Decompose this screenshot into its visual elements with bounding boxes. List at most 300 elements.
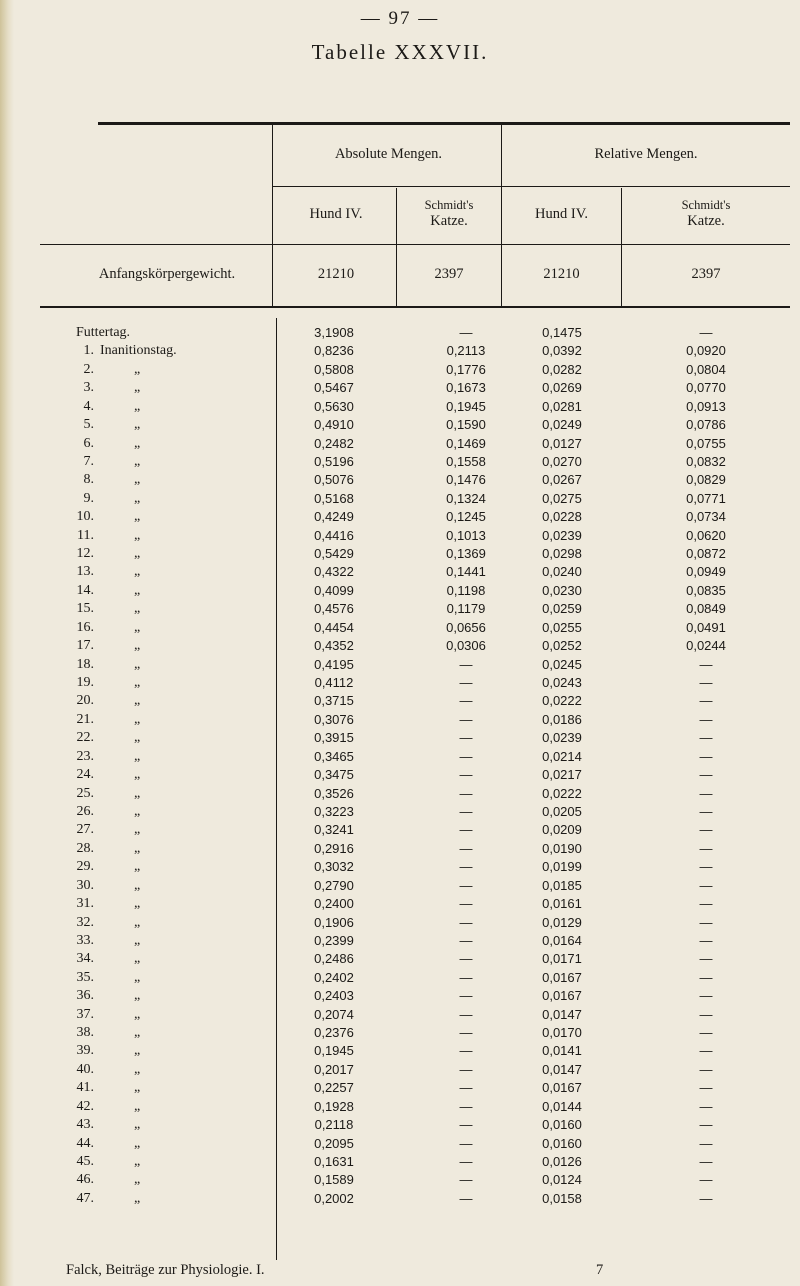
header-col-hund-abs: Hund IV.: [309, 206, 363, 222]
table-row: [0, 600, 800, 618]
cell-hund-abs: 0,2916: [314, 840, 354, 856]
row-number: 46.: [76, 1172, 94, 1188]
ditto-mark: „: [134, 398, 141, 414]
row-label: [62, 619, 272, 637]
cell-katze-rel: —: [699, 675, 713, 691]
header-col-katze-rel: Schmidt's Katze.: [681, 198, 731, 229]
cell-hund-rel: 0,0217: [542, 767, 582, 783]
ditto-mark: „: [134, 601, 141, 617]
cell-hund-rel: 0,0269: [542, 380, 582, 396]
ditto-mark: „: [134, 1006, 141, 1022]
row-number: 43.: [76, 1117, 94, 1133]
cell-hund-abs: 0,5196: [314, 453, 354, 469]
row-label: [62, 729, 272, 747]
cell-hund-rel: 0,0275: [542, 490, 582, 506]
row-number: 3.: [83, 380, 94, 396]
row-number: 6.: [83, 435, 94, 451]
row-label: [62, 656, 272, 674]
cell-hund-abs: 0,2118: [314, 1117, 354, 1133]
row-number: 36.: [76, 988, 94, 1004]
cell-katze-rel: 0,0770: [686, 380, 726, 396]
page-number: — 97 —: [360, 8, 440, 29]
table-row: [0, 748, 800, 766]
ditto-mark: „: [134, 1117, 141, 1133]
table-row: [0, 785, 800, 803]
cell-hund-abs: 0,4576: [314, 601, 354, 617]
row-initial-value: 21210: [543, 266, 580, 282]
cell-hund-rel: 0,0160: [542, 1117, 582, 1133]
row-number: 37.: [76, 1006, 94, 1022]
cell-katze-rel: 0,0244: [686, 638, 726, 654]
table-row: [0, 950, 800, 968]
row-label: [62, 453, 272, 471]
cell-katze-rel: 0,0734: [686, 509, 726, 525]
table-row: [0, 342, 800, 360]
cell-katze-abs: 0,1179: [446, 601, 486, 617]
row-label: [62, 914, 272, 932]
table-row: [0, 398, 800, 416]
header-relative: Relative Mengen.: [594, 146, 698, 162]
cell-hund-abs: 0,3223: [314, 803, 354, 819]
table-row: [0, 692, 800, 710]
cell-hund-rel: 0,0160: [542, 1135, 582, 1151]
cell-hund-abs: 0,3241: [314, 822, 354, 838]
cell-hund-abs: 0,2074: [314, 1006, 354, 1022]
row-label: [62, 1171, 272, 1189]
row-label: [62, 398, 272, 416]
cell-hund-abs: 0,3032: [314, 859, 354, 875]
cell-hund-rel: 0,0199: [542, 859, 582, 875]
cell-hund-abs: 0,2399: [314, 932, 354, 948]
row-initial-value: 21210: [317, 266, 355, 282]
cell-hund-abs: 0,5467: [314, 380, 354, 396]
cell-katze-rel: —: [699, 1080, 713, 1096]
cell-katze-rel: —: [699, 951, 713, 967]
cell-hund-rel: 0,0129: [542, 914, 582, 930]
cell-katze-rel: —: [699, 914, 713, 930]
row-number: 10.: [76, 509, 94, 525]
cell-katze-rel: —: [699, 1117, 713, 1133]
row-number: 15.: [76, 601, 94, 617]
ditto-mark: „: [134, 638, 141, 654]
cell-katze-rel: —: [699, 1172, 713, 1188]
cell-katze-abs: —: [459, 1080, 473, 1096]
row-number: 13.: [76, 564, 94, 580]
cell-katze-rel: 0,0913: [686, 398, 726, 414]
ditto-mark: „: [134, 1025, 141, 1041]
cell-hund-abs: 0,2017: [314, 1061, 354, 1077]
row-label: [62, 637, 272, 655]
row-number: 33.: [76, 932, 94, 948]
ditto-mark: „: [134, 767, 141, 783]
table-row: [0, 729, 800, 747]
row-number: 14.: [76, 582, 94, 598]
cell-katze-rel: —: [699, 840, 713, 856]
cell-hund-abs: 0,5429: [314, 546, 354, 562]
cell-katze-abs: 0,1590: [446, 417, 486, 433]
cell-katze-abs: —: [459, 325, 473, 340]
row-number: 35.: [76, 969, 94, 985]
row-label: [62, 379, 272, 397]
row-label: [62, 803, 272, 821]
cell-hund-abs: 0,1631: [314, 1153, 354, 1169]
cell-hund-abs: 0,4195: [314, 656, 354, 672]
cell-katze-rel: —: [699, 730, 713, 746]
row-label: [62, 563, 272, 581]
cell-hund-abs: 0,2376: [314, 1025, 354, 1041]
table-row: [0, 987, 800, 1005]
row-label: [62, 932, 272, 950]
table-row: [0, 490, 800, 508]
cell-katze-abs: 0,1776: [446, 361, 486, 377]
ditto-mark: „: [134, 435, 141, 451]
cell-katze-rel: —: [699, 859, 713, 875]
cell-katze-rel: 0,0920: [686, 343, 726, 359]
cell-katze-abs: —: [459, 840, 473, 856]
row-label: [62, 877, 272, 895]
cell-hund-abs: 0,2403: [314, 988, 354, 1004]
ditto-mark: „: [134, 730, 141, 746]
table-row: [0, 1006, 800, 1024]
cell-hund-rel: 0,0298: [542, 546, 582, 562]
row-number: 34.: [76, 951, 94, 967]
row-number: 31.: [76, 896, 94, 912]
row-label: [62, 1024, 272, 1042]
row-number: 26.: [76, 803, 94, 819]
cell-katze-rel: —: [699, 748, 713, 764]
row-label: [62, 1042, 272, 1060]
table-row: [0, 619, 800, 637]
table-row: [0, 858, 800, 876]
cell-katze-abs: —: [459, 988, 473, 1004]
table-row: [0, 895, 800, 913]
cell-hund-rel: 0,0170: [542, 1025, 582, 1041]
row-number: 4.: [83, 398, 94, 414]
cell-katze-rel: —: [699, 988, 713, 1004]
ditto-mark: „: [134, 859, 141, 875]
row-number: 27.: [76, 822, 94, 838]
cell-katze-abs: 0,0306: [446, 638, 486, 654]
table-row: [0, 1190, 800, 1208]
ditto-mark: „: [134, 693, 141, 709]
cell-katze-abs: —: [459, 896, 473, 912]
header-col-hund-rel: Hund IV.: [535, 206, 588, 222]
table-row: [0, 1135, 800, 1153]
cell-hund-abs: 0,2095: [314, 1135, 354, 1151]
cell-katze-rel: —: [699, 803, 713, 819]
cell-katze-abs: —: [459, 914, 473, 930]
cell-hund-rel: 0,0141: [542, 1043, 582, 1059]
table-row: [0, 656, 800, 674]
cell-hund-abs: 0,2402: [314, 969, 354, 985]
cell-katze-rel: —: [699, 1190, 713, 1206]
table-row: [0, 563, 800, 581]
cell-hund-rel: 0,0158: [542, 1190, 582, 1206]
ditto-mark: „: [134, 914, 141, 930]
row-label: [62, 361, 272, 379]
cell-hund-rel: 0,0161: [542, 896, 582, 912]
row-number: 40.: [76, 1061, 94, 1077]
cell-hund-rel: 0,0147: [542, 1061, 582, 1077]
cell-hund-rel: 0,0240: [542, 564, 582, 580]
cell-hund-abs: 0,5168: [314, 490, 354, 506]
row-number: 18.: [76, 656, 94, 672]
cell-hund-rel: 0,0190: [542, 840, 582, 856]
row-label: [62, 711, 272, 729]
cell-hund-rel: 0,0243: [542, 675, 582, 691]
cell-katze-rel: —: [699, 656, 713, 672]
header-col-katze-abs: Schmidt's Katze.: [424, 198, 474, 229]
cell-katze-rel: —: [699, 1061, 713, 1077]
cell-hund-rel: 0,0230: [542, 582, 582, 598]
table-body: [0, 324, 800, 1208]
cell-katze-abs: —: [459, 675, 473, 691]
ditto-mark: „: [134, 582, 141, 598]
table-row: [0, 637, 800, 655]
table-row: [0, 453, 800, 471]
row-label: [62, 1079, 272, 1097]
cell-hund-abs: 0,5630: [314, 398, 354, 414]
table-row: [0, 877, 800, 895]
cell-hund-rel: 0,0214: [542, 748, 582, 764]
row-label: [62, 895, 272, 913]
cell-katze-abs: —: [459, 1098, 473, 1114]
row-label: [62, 545, 272, 563]
ditto-mark: „: [134, 417, 141, 433]
cell-hund-rel: 0,0171: [542, 951, 582, 967]
cell-hund-abs: 3,1908: [314, 325, 354, 340]
ditto-mark: „: [134, 877, 141, 893]
cell-hund-rel: 0,0167: [542, 969, 582, 985]
cell-hund-rel: 0,0255: [542, 619, 582, 635]
row-initial-label: Anfangskörpergewicht.: [98, 266, 236, 282]
cell-hund-rel: 0,0281: [542, 398, 582, 414]
cell-katze-abs: —: [459, 1135, 473, 1151]
cell-katze-abs: 0,1558: [446, 453, 486, 469]
cell-katze-rel: —: [699, 711, 713, 727]
cell-katze-abs: —: [459, 693, 473, 709]
ditto-mark: „: [134, 675, 141, 691]
cell-hund-abs: 0,4454: [314, 619, 354, 635]
row-label: [62, 748, 272, 766]
cell-katze-abs: —: [459, 785, 473, 801]
row-label: [62, 324, 272, 342]
cell-katze-abs: —: [459, 1061, 473, 1077]
cell-hund-abs: 0,2257: [314, 1080, 354, 1096]
cell-hund-rel: 0,0252: [542, 638, 582, 654]
cell-hund-abs: 0,4322: [314, 564, 354, 580]
cell-katze-abs: —: [459, 1117, 473, 1133]
row-number: 8.: [83, 472, 94, 488]
row-label: [62, 969, 272, 987]
row-number: 47.: [76, 1190, 94, 1206]
cell-katze-abs: —: [459, 951, 473, 967]
cell-katze-rel: 0,0755: [686, 435, 726, 451]
cell-hund-abs: 0,1945: [314, 1043, 354, 1059]
cell-hund-abs: 0,2002: [314, 1190, 354, 1206]
cell-hund-rel: 0,0245: [542, 656, 582, 672]
table-row: [0, 416, 800, 434]
cell-katze-abs: —: [459, 859, 473, 875]
table-row: [0, 803, 800, 821]
row-label: [62, 490, 272, 508]
table-row: [0, 1153, 800, 1171]
row-number: 5.: [83, 417, 94, 433]
table-row: [0, 379, 800, 397]
cell-hund-rel: 0,1475: [542, 325, 582, 340]
row-number: 44.: [76, 1135, 94, 1151]
cell-katze-abs: 0,1324: [446, 490, 486, 506]
row-label-text: Inanitionstag.: [100, 343, 177, 359]
row-number: 25.: [76, 785, 94, 801]
table-row: [0, 821, 800, 839]
table-row: [0, 674, 800, 692]
cell-hund-rel: 0,0222: [542, 693, 582, 709]
cell-katze-abs: —: [459, 711, 473, 727]
cell-katze-abs: 0,1441: [446, 564, 486, 580]
table-row: [0, 1171, 800, 1189]
row-label: [62, 342, 272, 360]
row-number: 7.: [83, 453, 94, 469]
cell-katze-rel: 0,0491: [686, 619, 726, 635]
table-row: [0, 1024, 800, 1042]
footer-sheet-number: 7: [596, 1262, 604, 1278]
cell-katze-abs: —: [459, 877, 473, 893]
cell-katze-abs: —: [459, 822, 473, 838]
cell-katze-abs: —: [459, 1006, 473, 1022]
table-row: [0, 969, 800, 987]
row-number: 19.: [76, 675, 94, 691]
cell-hund-rel: 0,0249: [542, 417, 582, 433]
cell-hund-abs: 0,3475: [314, 767, 354, 783]
cell-hund-rel: 0,0228: [542, 509, 582, 525]
rule-top: [98, 122, 790, 125]
cell-katze-rel: 0,0872: [686, 546, 726, 562]
row-number: 24.: [76, 767, 94, 783]
table-row: [0, 435, 800, 453]
row-initial-value: 2397: [691, 266, 721, 282]
ditto-mark: „: [134, 748, 141, 764]
cell-katze-abs: 0,1945: [446, 398, 486, 414]
cell-katze-abs: —: [459, 748, 473, 764]
row-label-text: Futtertag.: [76, 325, 131, 340]
cell-hund-abs: 0,2400: [314, 896, 354, 912]
cell-katze-rel: —: [699, 896, 713, 912]
cell-hund-rel: 0,0392: [542, 343, 582, 359]
cell-katze-rel: —: [699, 1025, 713, 1041]
row-label: [62, 582, 272, 600]
cell-katze-rel: 0,0829: [686, 472, 726, 488]
table-row: [0, 1098, 800, 1116]
cell-katze-abs: 0,1469: [446, 435, 486, 451]
cell-hund-rel: 0,0147: [542, 1006, 582, 1022]
cell-katze-rel: —: [699, 767, 713, 783]
row-label: [62, 471, 272, 489]
cell-katze-rel: 0,0620: [686, 527, 726, 543]
row-label: [62, 1116, 272, 1134]
ditto-mark: „: [134, 969, 141, 985]
row-label: [62, 1098, 272, 1116]
row-number: 20.: [76, 693, 94, 709]
row-number: 22.: [76, 730, 94, 746]
header-absolute: Absolute Mengen.: [334, 146, 443, 162]
table-title: Tabelle XXXVII.: [311, 40, 489, 64]
row-label: [62, 1061, 272, 1079]
rule-group-header: [272, 186, 790, 187]
cell-katze-rel: —: [699, 969, 713, 985]
cell-hund-abs: 0,1906: [314, 914, 354, 930]
table-row: [0, 545, 800, 563]
ditto-mark: „: [134, 564, 141, 580]
cell-katze-rel: 0,0835: [686, 582, 726, 598]
cell-katze-rel: —: [699, 785, 713, 801]
table-row: [0, 471, 800, 489]
table-row: [0, 1042, 800, 1060]
row-number: 23.: [76, 748, 94, 764]
cell-katze-rel: —: [699, 1098, 713, 1114]
cell-hund-abs: 0,5808: [314, 361, 354, 377]
table-row: [0, 932, 800, 950]
row-label: [62, 527, 272, 545]
ditto-mark: „: [134, 1135, 141, 1151]
cell-katze-rel: 0,0804: [686, 361, 726, 377]
table-row: [0, 1061, 800, 1079]
cell-katze-abs: —: [459, 1043, 473, 1059]
row-label: [62, 508, 272, 526]
row-label: [62, 1006, 272, 1024]
cell-hund-rel: 0,0186: [542, 711, 582, 727]
row-number: 30.: [76, 877, 94, 893]
table-row: [0, 1116, 800, 1134]
row-number: 39.: [76, 1043, 94, 1059]
table-row: [0, 527, 800, 545]
ditto-mark: „: [134, 785, 141, 801]
cell-hund-rel: 0,0167: [542, 1080, 582, 1096]
row-number: 38.: [76, 1025, 94, 1041]
cell-hund-abs: 0,3526: [314, 785, 354, 801]
row-number: 28.: [76, 840, 94, 856]
cell-hund-rel: 0,0205: [542, 803, 582, 819]
table-row: [0, 324, 800, 342]
row-label: [62, 600, 272, 618]
row-number: 29.: [76, 859, 94, 875]
cell-hund-rel: 0,0144: [542, 1098, 582, 1114]
row-label: [62, 692, 272, 710]
ditto-mark: „: [134, 1153, 141, 1169]
rule-subheader: [40, 244, 790, 245]
footer-citation: Falck, Beiträge zur Physiologie. I.: [66, 1262, 265, 1278]
row-number: 16.: [76, 619, 94, 635]
cell-hund-rel: 0,0209: [542, 822, 582, 838]
cell-katze-abs: 0,1013: [446, 527, 486, 543]
row-number: 42.: [76, 1098, 94, 1114]
cell-katze-rel: —: [699, 822, 713, 838]
cell-hund-abs: 0,1928: [314, 1098, 354, 1114]
cell-katze-rel: 0,0832: [686, 453, 726, 469]
rule-header-bottom: [40, 306, 790, 308]
cell-katze-rel: —: [699, 1006, 713, 1022]
ditto-mark: „: [134, 1043, 141, 1059]
cell-katze-abs: 0,1673: [446, 380, 486, 396]
row-label: [62, 1153, 272, 1171]
row-label: [62, 950, 272, 968]
cell-katze-abs: —: [459, 730, 473, 746]
cell-hund-abs: 0,4352: [314, 638, 354, 654]
ditto-mark: „: [134, 472, 141, 488]
cell-hund-abs: 0,4112: [314, 675, 354, 691]
ditto-mark: „: [134, 1061, 141, 1077]
cell-katze-abs: 0,2113: [446, 343, 486, 359]
